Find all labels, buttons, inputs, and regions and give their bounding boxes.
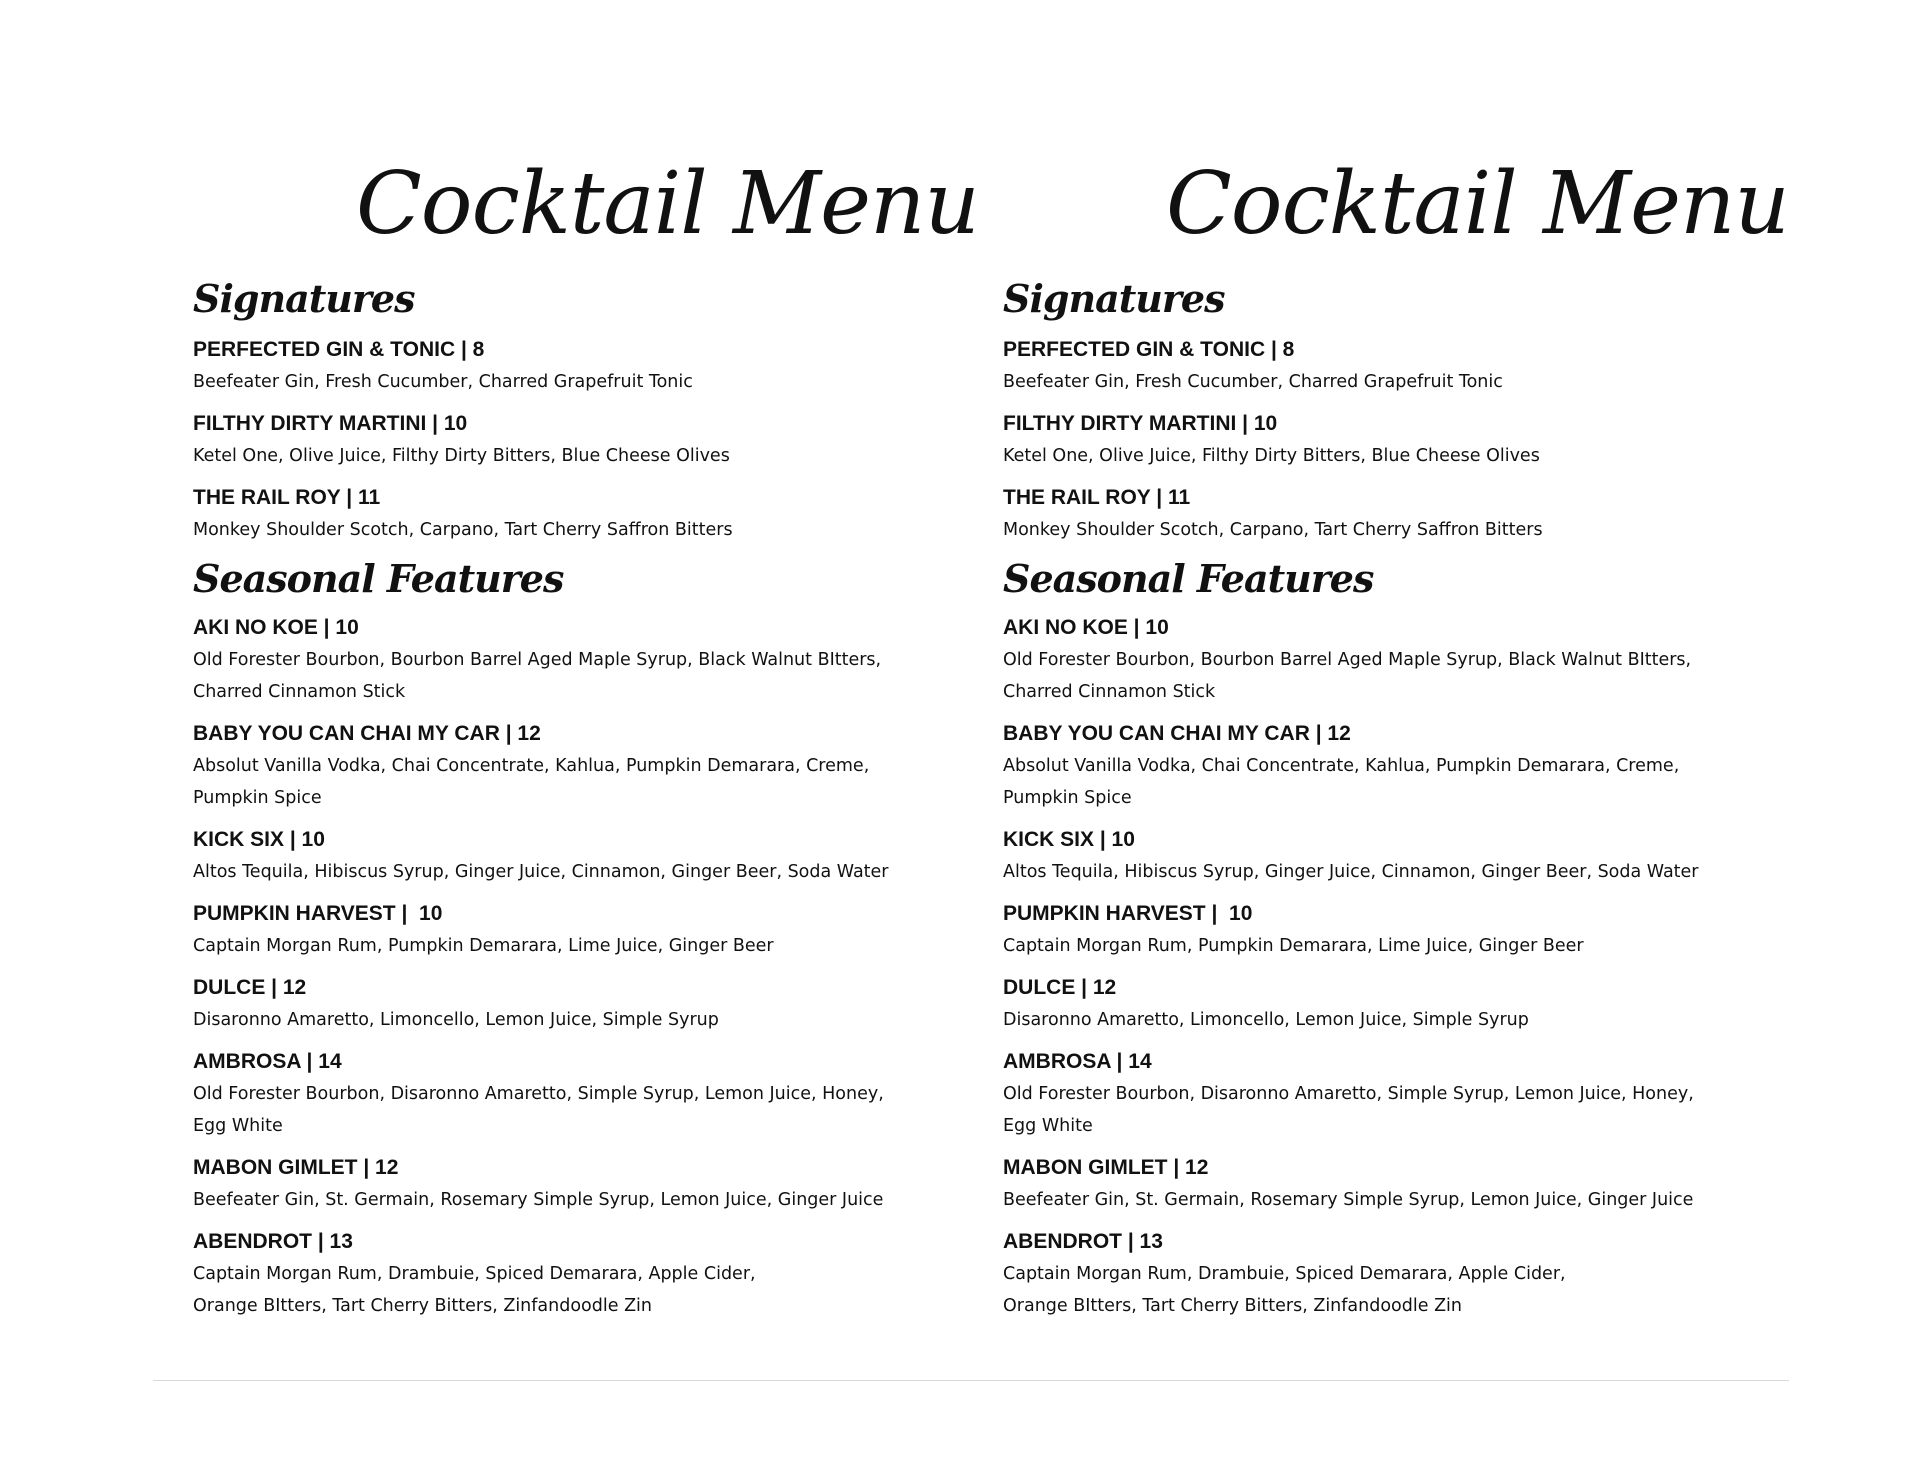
cocktail-ingredients: Captain Morgan Rum, Pumpkin Demarara, Lime Juice, Ginger Beer — [193, 936, 774, 956]
cocktail-name: MABON GIMLET | 12 — [193, 1156, 399, 1179]
cocktail-ingredients: Altos Tequila, Hibiscus Syrup, Ginger Juice, Cinnamon, Ginger Beer, Soda Water — [1003, 862, 1699, 882]
cocktail-name: AKI NO KOE | 10 — [193, 616, 359, 639]
cocktail-ingredients: Old Forester Bourbon, Disaronno Amaretto, Simple Syrup, Lemon Juice, Honey, — [1003, 1084, 1694, 1104]
cocktail-name: FILTHY DIRTY MARTINI | 10 — [1003, 412, 1278, 435]
cocktail-ingredients: Ketel One, Olive Juice, Filthy Dirty Bitters, Blue Cheese Olives — [1003, 446, 1540, 466]
menu-item — [193, 972, 953, 1036]
menu-item — [1003, 334, 1763, 398]
cocktail-ingredients: Absolut Vanilla Vodka, Chai Concentrate, Kahlua, Pumpkin Demarara, Creme, — [1003, 756, 1680, 776]
menu-item — [193, 482, 953, 546]
menu-item — [1003, 972, 1763, 1036]
cocktail-name: PERFECTED GIN & TONIC | 8 — [193, 338, 485, 361]
cocktail-name: AKI NO KOE | 10 — [1003, 616, 1169, 639]
signatures-list — [1003, 334, 1763, 546]
cocktail-ingredients: Beefeater Gin, St. Germain, Rosemary Simple Syrup, Lemon Juice, Ginger Juice — [1003, 1190, 1694, 1210]
cocktail-ingredients: Ketel One, Olive Juice, Filthy Dirty Bitters, Blue Cheese Olives — [193, 446, 730, 466]
cocktail-ingredients: Old Forester Bourbon, Bourbon Barrel Aged Maple Syrup, Black Walnut BItters, — [193, 650, 882, 670]
cocktail-ingredients: Altos Tequila, Hibiscus Syrup, Ginger Juice, Cinnamon, Ginger Beer, Soda Water — [193, 862, 889, 882]
menu-item — [193, 718, 953, 814]
cocktail-name: PERFECTED GIN & TONIC | 8 — [1003, 338, 1295, 361]
cocktail-ingredients: Absolut Vanilla Vodka, Chai Concentrate, Kahlua, Pumpkin Demarara, Creme, — [193, 756, 870, 776]
cocktail-ingredients: Captain Morgan Rum, Pumpkin Demarara, Lime Juice, Ginger Beer — [1003, 936, 1584, 956]
cocktail-ingredients: Captain Morgan Rum, Drambuie, Spiced Demarara, Apple Cider, — [193, 1264, 756, 1284]
cocktail-name: KICK SIX | 10 — [1003, 828, 1135, 851]
cocktail-name: BABY YOU CAN CHAI MY CAR | 12 — [1003, 722, 1351, 745]
cocktail-ingredients: Monkey Shoulder Scotch, Carpano, Tart Cherry Saffron Bitters — [1003, 520, 1543, 540]
cocktail-name: MABON GIMLET | 12 — [1003, 1156, 1209, 1179]
menu-item — [193, 1152, 953, 1216]
cocktail-ingredients: Charred Cinnamon Stick — [1003, 682, 1216, 702]
cocktail-name: DULCE | 12 — [193, 976, 307, 999]
cocktail-menu-left — [193, 154, 979, 1332]
menu-item — [193, 898, 953, 962]
cocktail-name: FILTHY DIRTY MARTINI | 10 — [193, 412, 468, 435]
cocktail-ingredients: Pumpkin Spice — [193, 788, 322, 808]
menu-item — [193, 408, 953, 472]
section-title-signatures: Signatures — [193, 276, 415, 321]
menu-item — [1003, 1152, 1763, 1216]
signatures-list — [193, 334, 953, 546]
section-title-seasonal: Seasonal Features — [1003, 556, 1374, 601]
cocktail-menu-right — [1003, 154, 1789, 1332]
cocktail-ingredients: Disaronno Amaretto, Limoncello, Lemon Juice, Simple Syrup — [1003, 1010, 1529, 1030]
cocktail-ingredients: Pumpkin Spice — [1003, 788, 1132, 808]
cocktail-name: AMBROSA | 14 — [193, 1050, 342, 1073]
menu-item — [1003, 824, 1763, 888]
menu-item — [1003, 1046, 1763, 1142]
cocktail-name: ABENDROT | 13 — [193, 1230, 353, 1253]
cocktail-ingredients: Beefeater Gin, Fresh Cucumber, Charred Grapefruit Tonic — [1003, 372, 1503, 392]
cocktail-ingredients: Egg White — [1003, 1116, 1093, 1136]
menu-title: Cocktail Menu — [1166, 154, 1789, 254]
cocktail-ingredients: Monkey Shoulder Scotch, Carpano, Tart Cherry Saffron Bitters — [193, 520, 733, 540]
cocktail-ingredients: Old Forester Bourbon, Bourbon Barrel Aged Maple Syrup, Black Walnut BItters, — [1003, 650, 1692, 670]
seasonal-list — [1003, 612, 1763, 1322]
seasonal-list — [193, 612, 953, 1322]
menu-item — [1003, 408, 1763, 472]
cocktail-name: KICK SIX | 10 — [193, 828, 325, 851]
section-title-seasonal: Seasonal Features — [193, 556, 564, 601]
menu-item — [1003, 1226, 1763, 1322]
page-divider — [153, 1380, 1789, 1381]
cocktail-ingredients: Orange BItters, Tart Cherry Bitters, Zinfandoodle Zin — [193, 1296, 653, 1316]
menu-item — [1003, 718, 1763, 814]
cocktail-name: PUMPKIN HARVEST | 10 — [193, 902, 443, 925]
menu-item — [193, 334, 953, 398]
cocktail-ingredients: Beefeater Gin, Fresh Cucumber, Charred Grapefruit Tonic — [193, 372, 693, 392]
cocktail-name: THE RAIL ROY | 11 — [1003, 486, 1191, 509]
cocktail-name: BABY YOU CAN CHAI MY CAR | 12 — [193, 722, 541, 745]
cocktail-ingredients: Orange BItters, Tart Cherry Bitters, Zinfandoodle Zin — [1003, 1296, 1463, 1316]
cocktail-name: PUMPKIN HARVEST | 10 — [1003, 902, 1253, 925]
cocktail-ingredients: Beefeater Gin, St. Germain, Rosemary Simple Syrup, Lemon Juice, Ginger Juice — [193, 1190, 884, 1210]
menu-item — [1003, 898, 1763, 962]
menu-title: Cocktail Menu — [356, 154, 979, 254]
menu-item — [193, 612, 953, 708]
cocktail-name: AMBROSA | 14 — [1003, 1050, 1152, 1073]
cocktail-ingredients: Captain Morgan Rum, Drambuie, Spiced Demarara, Apple Cider, — [1003, 1264, 1566, 1284]
menu-item — [193, 1046, 953, 1142]
cocktail-ingredients: Old Forester Bourbon, Disaronno Amaretto, Simple Syrup, Lemon Juice, Honey, — [193, 1084, 884, 1104]
cocktail-ingredients: Charred Cinnamon Stick — [193, 682, 406, 702]
cocktail-name: THE RAIL ROY | 11 — [193, 486, 381, 509]
section-title-signatures: Signatures — [1003, 276, 1225, 321]
menu-item — [1003, 612, 1763, 708]
cocktail-name: DULCE | 12 — [1003, 976, 1117, 999]
menu-item — [193, 824, 953, 888]
menu-item — [193, 1226, 953, 1322]
cocktail-name: ABENDROT | 13 — [1003, 1230, 1163, 1253]
cocktail-ingredients: Egg White — [193, 1116, 283, 1136]
menu-item — [1003, 482, 1763, 546]
cocktail-ingredients: Disaronno Amaretto, Limoncello, Lemon Juice, Simple Syrup — [193, 1010, 719, 1030]
